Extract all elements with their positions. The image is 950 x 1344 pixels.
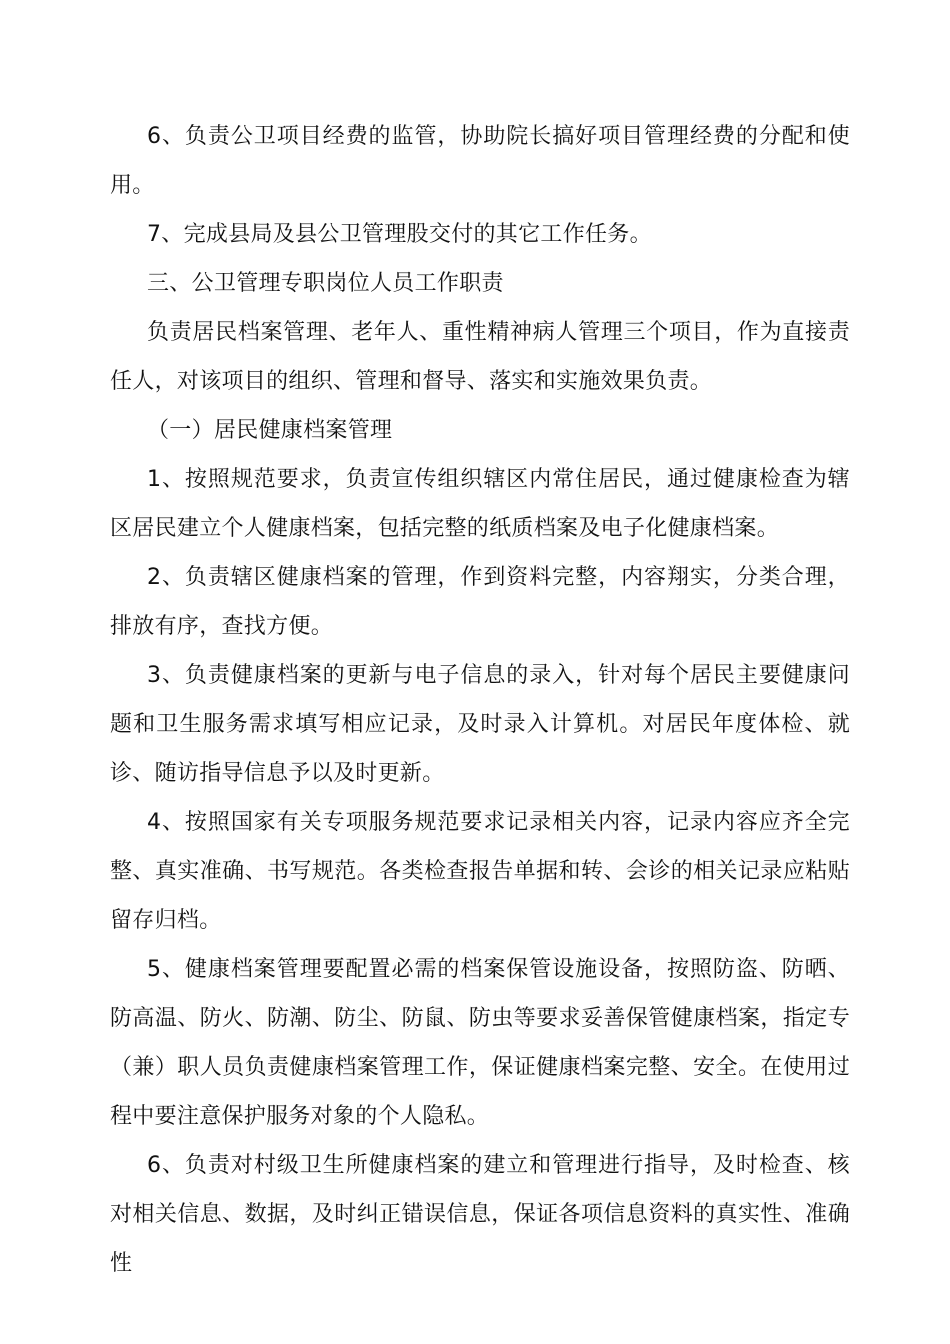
document-body [110,112,850,1288]
paragraph-item-5: 5、健康档案管理要配置必需的档案保管设施设备，按照防盗、防晒、防高温、防火、防潮、防尘、防鼠、防虫等要求妥善保管健康档案，指定专（兼）职人员负责健康档案管理工作，保证健康档案完整、安全。在使用过程中要注意保护服务对象的个人隐私。 [110,957,850,1129]
section-heading-duties: 三、公卫管理专职岗位人员工作职责 [147,271,504,296]
paragraph-item-1: 1、按照规范要求，负责宣传组织辖区内常住居民，通过健康检查为辖区居民建立个人健康档案，包括完整的纸质档案及电子化健康档案。 [110,467,850,541]
paragraph-item-6-village: 6、负责对村级卫生所健康档案的建立和管理进行指导，及时检查、核对相关信息、数据，及时纠正错误信息，保证各项信息资料的真实性、准确性 [110,1153,850,1276]
paragraph-item-4: 4、按照国家有关专项服务规范要求记录相关内容，记录内容应齐全完整、真实准确、书写规范。各类检查报告单据和转、会诊的相关记录应粘贴留存归档。 [110,810,850,933]
paragraph-responsibility-intro: 负责居民档案管理、老年人、重性精神病人管理三个项目，作为直接责任人，对该项目的组织、管理和督导、落实和实施效果负责。 [110,320,850,394]
paragraph-item-2: 2、负责辖区健康档案的管理，作到资料完整，内容翔实，分类合理，排放有序，查找方便。 [110,565,850,639]
paragraph-item-7-tasks: 7、完成县局及县公卫管理股交付的其它工作任务。 [147,222,652,247]
paragraph-item-3: 3、负责健康档案的更新与电子信息的录入，针对每个居民主要健康问题和卫生服务需求填写相应记录，及时录入计算机。对居民年度体检、就诊、随访指导信息予以及时更新。 [110,663,850,786]
paragraph-item-6-funds: 6、负责公卫项目经费的监管，协助院长搞好项目管理经费的分配和使用。 [110,124,850,198]
subsection-heading-health-records: （一）居民健康档案管理 [147,418,393,443]
